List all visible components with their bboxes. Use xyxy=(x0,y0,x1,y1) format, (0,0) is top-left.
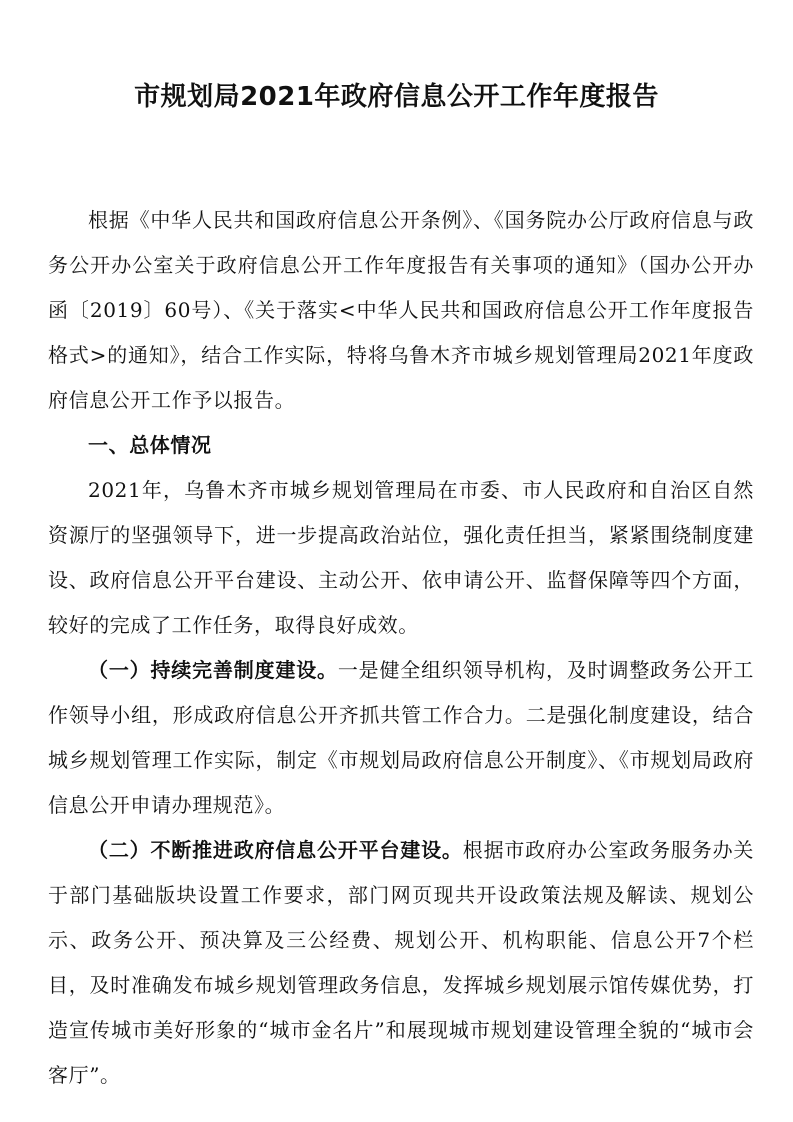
intro-paragraph: 根据《中华人民共和国政府信息公开条例》、《国务院办公厅政府信息与政务公开办公室关于政府信息公开工作年度报告有关事项的通知》（国办公开办函〔2019〕60号）、《关于落实<中华人民共和国政府信息公开工作年度报告格式>的通知》，结合工作实际，特将乌鲁木齐市城乡规划管理局2021年度政府信息公开工作予以报告。 xyxy=(48,208,754,412)
document-title: 市规划局2021年政府信息公开工作年度报告 xyxy=(134,82,659,112)
platform-building-paragraph xyxy=(48,828,754,1098)
overview-paragraph: 2021年，乌鲁木齐市城乡规划管理局在市委、市人民政府和自治区自然资源厅的坚强领导下，进一步提高政治站位，强化责任担当，紧紧围绕制度建设、政府信息公开平台建设、主动公开、依申请公开、监督保障等四个方面，较好的完成了工作任务，取得良好成效。 xyxy=(48,478,754,637)
platform-building-subtitle: （二）不断推进政府信息公开平台建设。 xyxy=(88,838,463,862)
system-building-paragraph xyxy=(48,648,754,828)
document-body xyxy=(48,198,754,1098)
section-heading: 一、总体情况 xyxy=(88,433,212,457)
platform-building-text: 根据市政府办公室政务服务办关于部门基础版块设置工作要求，部门网页现共开设政策法规及解读、规划公示、政务公开、预决算及三公经费、规划公开、机构职能、信息公开7个栏目，及时准确发布城乡规划管理政务信息，发挥城乡规划展示馆传媒优势，打造宣传城市美好形象的“城市金名片”和展现城市规划建设管理全貌的“城市会客厅”。 xyxy=(48,838,754,1087)
system-building-subtitle: （一）持续完善制度建设。 xyxy=(88,658,338,682)
system-building-text: 一是健全组织领导机构，及时调整政务公开工作领导小组，形成政府信息公开齐抓共管工作合力。二是强化制度建设，结合城乡规划管理工作实际，制定《市规划局政府信息公开制度》、《市规划局政府信息公开申请办理规范》。 xyxy=(48,658,755,817)
